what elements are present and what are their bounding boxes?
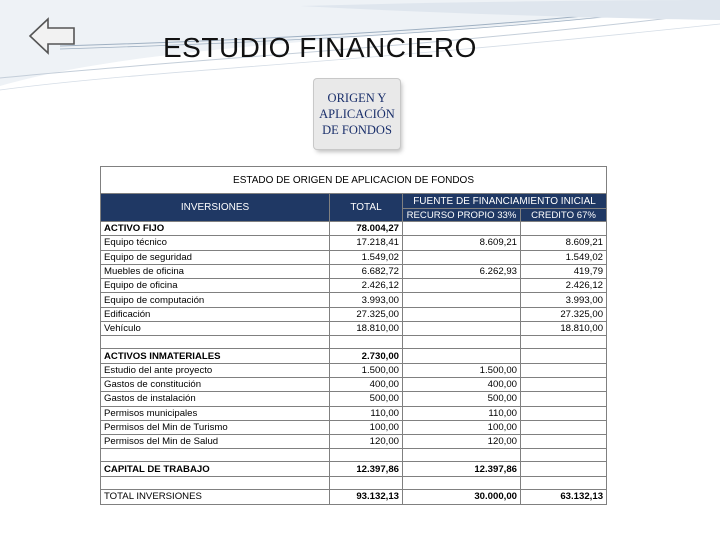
row-total: 93.132,13	[330, 489, 403, 504]
badge-line-1: ORIGEN Y	[327, 91, 387, 105]
spacer-row	[101, 449, 607, 462]
row-total: 3.993,00	[330, 293, 403, 307]
row-label: Muebles de oficina	[101, 264, 330, 278]
table-row	[101, 250, 607, 264]
row-label: ACTIVOS INMATERIALES	[101, 349, 330, 363]
row-credito	[521, 349, 607, 363]
row-total: 17.218,41	[330, 236, 403, 250]
row-credito: 27.325,00	[521, 307, 607, 321]
row-recurso	[403, 222, 521, 236]
row-total: 27.325,00	[330, 307, 403, 321]
header-row-1	[101, 194, 607, 209]
table-row	[101, 349, 607, 363]
col-header-credito: CREDITO 67%	[521, 209, 607, 222]
table-row	[101, 222, 607, 236]
row-recurso	[403, 250, 521, 264]
row-credito	[521, 420, 607, 434]
table-caption-row	[101, 167, 607, 194]
table-row	[101, 462, 607, 476]
row-credito	[521, 222, 607, 236]
row-recurso: 30.000,00	[403, 489, 521, 504]
row-label: Permisos municipales	[101, 406, 330, 420]
row-credito: 18.810,00	[521, 322, 607, 336]
row-recurso: 6.262,93	[403, 264, 521, 278]
table-row	[101, 293, 607, 307]
row-recurso	[403, 322, 521, 336]
row-recurso: 120,00	[403, 435, 521, 449]
row-total: 2.730,00	[330, 349, 403, 363]
row-total: 2.426,12	[330, 279, 403, 293]
row-recurso	[403, 279, 521, 293]
col-header-recurso: RECURSO PROPIO 33%	[403, 209, 521, 222]
back-arrow-button[interactable]	[28, 16, 76, 56]
row-credito: 3.993,00	[521, 293, 607, 307]
row-label: Equipo técnico	[101, 236, 330, 250]
row-recurso	[403, 349, 521, 363]
row-credito: 1.549,02	[521, 250, 607, 264]
row-total: 1.500,00	[330, 363, 403, 377]
row-recurso: 500,00	[403, 392, 521, 406]
row-recurso: 100,00	[403, 420, 521, 434]
row-recurso: 8.609,21	[403, 236, 521, 250]
row-total: 500,00	[330, 392, 403, 406]
table-row	[101, 264, 607, 278]
row-label: Permisos del Min de Turismo	[101, 420, 330, 434]
row-label: Gastos de constitución	[101, 377, 330, 391]
row-recurso: 12.397,86	[403, 462, 521, 476]
row-label: Vehículo	[101, 322, 330, 336]
row-credito: 2.426,12	[521, 279, 607, 293]
table-row	[101, 377, 607, 391]
funds-table	[100, 166, 607, 505]
col-header-fuente: FUENTE DE FINANCIAMIENTO INICIAL	[403, 194, 607, 209]
row-total: 400,00	[330, 377, 403, 391]
spreadsheet	[100, 166, 606, 505]
table-caption: ESTADO DE ORIGEN DE APLICACION DE FONDOS	[101, 167, 607, 194]
row-label: CAPITAL DE TRABAJO	[101, 462, 330, 476]
row-label: Equipo de seguridad	[101, 250, 330, 264]
table-row-total	[101, 489, 607, 504]
row-total: 18.810,00	[330, 322, 403, 336]
row-credito	[521, 377, 607, 391]
row-total: 110,00	[330, 406, 403, 420]
row-total: 120,00	[330, 435, 403, 449]
table-row	[101, 435, 607, 449]
row-credito	[521, 462, 607, 476]
row-recurso	[403, 307, 521, 321]
row-total: 100,00	[330, 420, 403, 434]
spacer-row	[101, 476, 607, 489]
table-row	[101, 236, 607, 250]
row-credito	[521, 406, 607, 420]
row-credito: 419,79	[521, 264, 607, 278]
row-recurso: 110,00	[403, 406, 521, 420]
spacer-row	[101, 336, 607, 349]
row-label: Estudio del ante proyecto	[101, 363, 330, 377]
row-credito	[521, 363, 607, 377]
row-recurso: 400,00	[403, 377, 521, 391]
table-row	[101, 363, 607, 377]
row-label: Permisos del Min de Salud	[101, 435, 330, 449]
page-title: ESTUDIO FINANCIERO	[163, 32, 477, 63]
table-row	[101, 420, 607, 434]
badge-line-3: DE FONDOS	[322, 123, 392, 137]
row-total: 1.549,02	[330, 250, 403, 264]
row-label: ACTIVO FIJO	[101, 222, 330, 236]
table-row	[101, 406, 607, 420]
row-recurso: 1.500,00	[403, 363, 521, 377]
row-total: 12.397,86	[330, 462, 403, 476]
row-recurso	[403, 293, 521, 307]
row-credito	[521, 392, 607, 406]
row-total: 78.004,27	[330, 222, 403, 236]
row-label: Gastos de instalación	[101, 392, 330, 406]
origen-aplicacion-badge[interactable]	[314, 79, 400, 149]
row-label: Equipo de computación	[101, 293, 330, 307]
col-header-inversiones: INVERSIONES	[101, 194, 330, 222]
table-row	[101, 279, 607, 293]
row-credito: 8.609,21	[521, 236, 607, 250]
table-row	[101, 307, 607, 321]
table-row	[101, 322, 607, 336]
col-header-total: TOTAL	[330, 194, 403, 222]
row-label: Edificación	[101, 307, 330, 321]
row-total: 6.682,72	[330, 264, 403, 278]
row-label: Equipo de oficina	[101, 279, 330, 293]
badge-line-2: APLICACIÓN	[319, 107, 395, 121]
row-credito: 63.132,13	[521, 489, 607, 504]
row-credito	[521, 435, 607, 449]
table-row	[101, 392, 607, 406]
row-label: TOTAL INVERSIONES	[101, 489, 330, 504]
